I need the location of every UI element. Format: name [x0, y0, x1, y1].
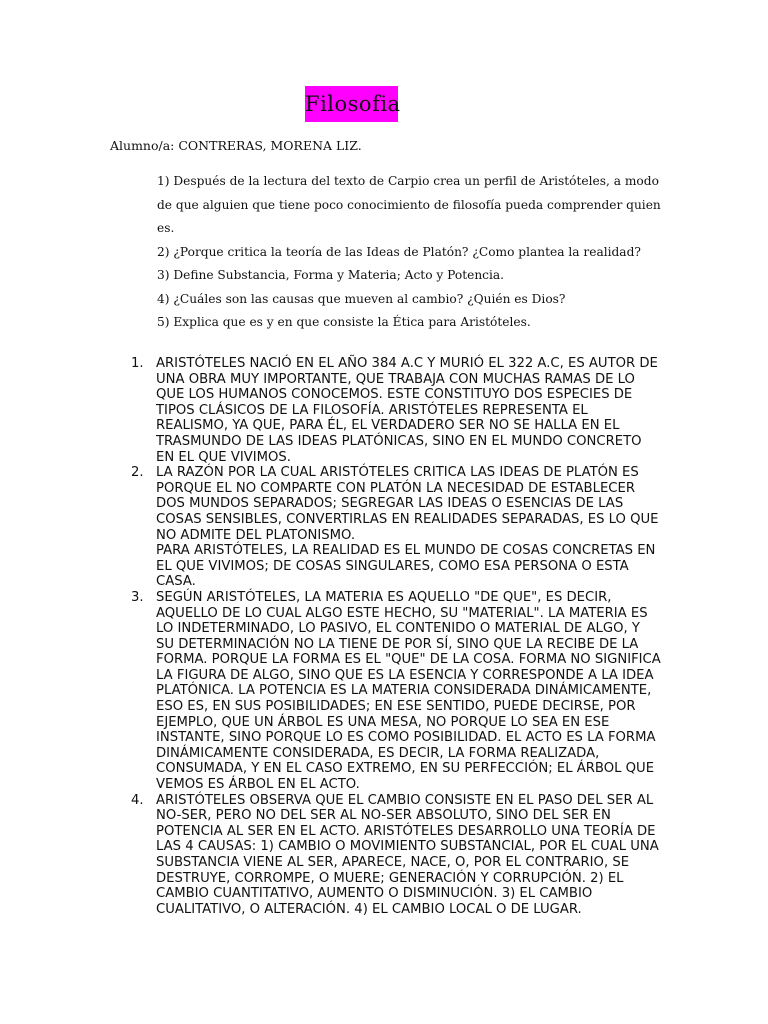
question-item: 4) ¿Cuáles son las causas que mueven al cambio? ¿Quién es Dios? — [157, 291, 566, 306]
answer-list — [131, 356, 661, 917]
answer-number: 4. — [131, 792, 144, 808]
answer-text: SEGÚN ARISTÓTELES, LA MATERIA ES AQUELLO "DE QUE", ES DECIR, AQUELLO DE LO CUAL ALGO ESTE HECHO, SU "MATERIAL". LA MATERIA ES LO INDETERMINADO, LO PASIVO, EL CONTENIDO O MATERIAL DE ALGO, Y SU DETERMINACIÓN NO LA TIENE DE POR SÍ, SINO QUE LA RECIBE DE LA FORMA. PORQUE LA FORMA ES EL "QUE" DE LA COSA. FORMA NO SIGNIFICA LA FIGURA DE ALGO, SINO QUE ES LA ESENCIA Y CORRESPONDE A LA IDEA PLATÓNICA. LA POTENCIA ES LA MATERIA CONSIDERADA DINÁMICAMENTE, ESO ES, EN SUS POSIBILIDADES; EN ESE SENTIDO, PUEDE DECIRSE, POR EJEMPLO, QUE UN ÁRBOL ES UNA MESA, NO PORQUE LO SEA EN ESE INSTANTE, SINO PORQUE LO ES COMO POSIBILIDAD. EL ACTO ES LA FORMA DINÁMICAMENTE CONSIDERADA, ES DECIR, LA FORMA REALIZADA, CONSUMADA, Y EN EL CASO EXTREMO, EN SU PERFECCIÓN; EL ÁRBOL QUE VEMOS ES ÁRBOL EN EL ACTO. — [156, 589, 661, 793]
question-item: 5) Explica que es y en que consiste la Ética para Aristóteles. — [157, 315, 531, 329]
answer-item — [131, 793, 661, 918]
question-list — [157, 170, 667, 335]
answer-text: ARISTÓTELES NACIÓ EN EL AÑO 384 A.C Y MURIÓ EL 322 A.C, ES AUTOR DE UNA OBRA MUY IMPORTANTE, QUE TRABAJA CON MUCHAS RAMAS DE LO QUE LOS HUMANOS CONOCEMOS. ESTE CONSTITUYO DOS ESPECIES DE TIPOS CLÁSICOS DE LA FILOSOFÍA. ARISTÓTELES REPRESENTA EL REALISMO, YA QUE, PARA ÉL, EL VERDADERO SER NO SE HALLA EN EL TRASMUNDO DE LAS IDEAS PLATÓNICAS, SINO EN EL MUNDO CONCRETO EN EL QUE VIVIMOS. — [156, 356, 658, 465]
answer-number: 2. — [131, 465, 144, 481]
student-name: Alumno/a: CONTRERAS, MORENA LIZ. — [110, 138, 362, 153]
question-item: 2) ¿Porque critica la teoría de las Ideas de Platón? ¿Como plantea la realidad? — [157, 244, 641, 259]
answer-item — [131, 465, 661, 590]
question-item: 3) Define Substancia, Forma y Materia; Acto y Potencia. — [157, 268, 505, 282]
answer-number: 3. — [131, 589, 144, 605]
answer-item — [131, 590, 661, 793]
answer-text: LA RAZÓN POR LA CUAL ARISTÓTELES CRITICA LAS IDEAS DE PLATÓN ES PORQUE EL NO COMPARTE CON PLATÓN LA NECESIDAD DE ESTABLECER DOS MUNDOS SEPARADOS; SEGREGAR LAS IDEAS O ESENCIAS DE LAS COSAS SENSIBLES, CONVERTIRLAS EN REALIDADES SEPARADAS, ES LO QUE NO ADMITE DEL PLATONISMO. — [156, 465, 659, 543]
page-title: Filosofia — [305, 86, 398, 122]
answer-text-continued: PARA ARISTÓTELES, LA REALIDAD ES EL MUNDO DE COSAS CONCRETAS EN EL QUE VIVIMOS; DE COSAS SINGULARES, COMO ESA PERSONA O ESTA CASA. — [156, 543, 656, 590]
answer-item — [131, 356, 661, 465]
answer-number: 1. — [131, 356, 144, 371]
answer-text: ARISTÓTELES OBSERVA QUE EL CAMBIO CONSISTE EN EL PASO DEL SER AL NO-SER, PERO NO DEL SER AL NO-SER ABSOLUTO, SINO DEL SER EN POTENCIA AL SER EN EL ACTO. ARISTÓTELES DESARROLLO UNA TEORÍA DE LAS 4 CAUSAS: 1) CAMBIO O MOVIMIENTO SUBSTANCIAL, POR EL CUAL UNA SUBSTANCIA VIENE AL SER, APARECE, NACE, O, POR EL CONTRARIO, SE DESTRUYE, CORROMPE, O MUERE; GENERACIÓN Y CORRUPCIÓN. 2) EL CAMBIO CUANTITATIVO, AUMENTO O DISMINUCIÓN. 3) EL CAMBIO CUALITATIVO, O ALTERACIÓN. 4) EL CAMBIO LOCAL O DE LUGAR. — [156, 792, 659, 917]
question-item: 1) Después de la lectura del texto de Carpio crea un perfil de Aristóteles, a modo de que alguien que tiene poco conocimiento de filosofía pueda comprender quien es. — [157, 174, 661, 235]
